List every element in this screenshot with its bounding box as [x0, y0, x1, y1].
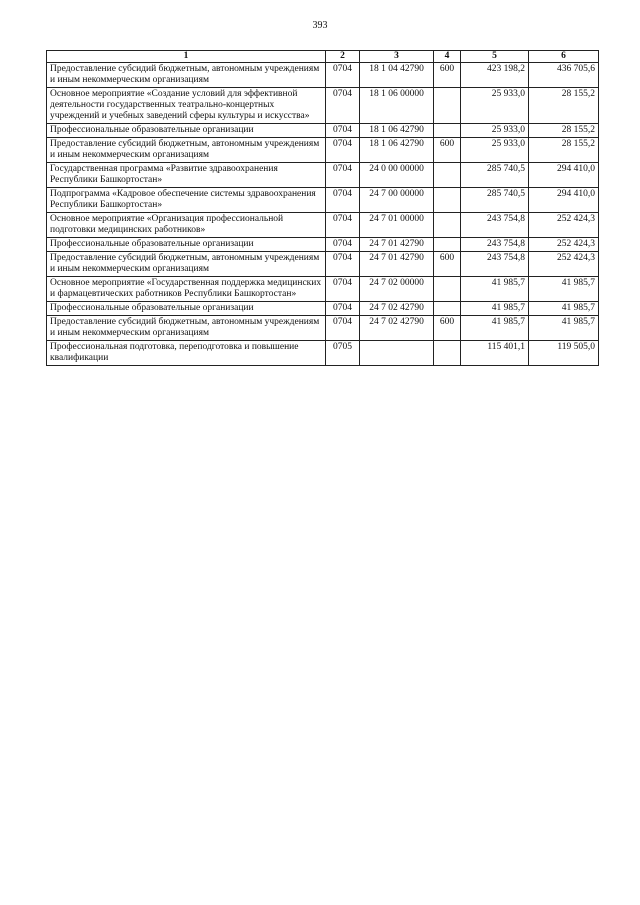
row-name-cell: Профессиональные образовательные организации — [47, 238, 326, 252]
row-sum2-cell: 119 505,0 — [529, 341, 599, 366]
row-sum1-cell: 285 740,5 — [461, 188, 529, 213]
table-row — [47, 252, 599, 277]
row-type-cell — [434, 238, 461, 252]
table-row — [47, 213, 599, 238]
row-section-cell: 0704 — [326, 316, 360, 341]
row-sum1-cell: 115 401,1 — [461, 341, 529, 366]
row-type-cell — [434, 88, 461, 124]
row-section-cell: 0704 — [326, 252, 360, 277]
row-type-cell: 600 — [434, 316, 461, 341]
row-type-cell — [434, 341, 461, 366]
table-row — [47, 88, 599, 124]
page-number: 393 — [312, 20, 328, 31]
row-target-cell: 24 7 00 00000 — [360, 188, 434, 213]
row-type-cell — [434, 124, 461, 138]
table-row — [47, 302, 599, 316]
row-sum2-cell: 294 410,0 — [529, 163, 599, 188]
column-header: 6 — [529, 51, 599, 63]
row-section-cell: 0705 — [326, 341, 360, 366]
table-row — [47, 63, 599, 88]
row-name-cell: Предоставление субсидий бюджетным, автономным учреждениям и иным некоммерческим организациям — [47, 252, 326, 277]
row-target-cell: 24 7 02 42790 — [360, 316, 434, 341]
row-target-cell: 24 7 02 00000 — [360, 277, 434, 302]
column-header: 1 — [47, 51, 326, 63]
table-row — [47, 316, 599, 341]
row-sum2-cell: 28 155,2 — [529, 88, 599, 124]
row-sum1-cell: 41 985,7 — [461, 302, 529, 316]
row-name-cell: Государственная программа «Развитие здравоохранения Республики Башкортостан» — [47, 163, 326, 188]
row-sum1-cell: 41 985,7 — [461, 316, 529, 341]
row-target-cell — [360, 341, 434, 366]
row-sum2-cell: 436 705,6 — [529, 63, 599, 88]
row-target-cell: 18 1 04 42790 — [360, 63, 434, 88]
row-sum2-cell: 252 424,3 — [529, 238, 599, 252]
column-header: 2 — [326, 51, 360, 63]
row-target-cell: 24 7 01 42790 — [360, 238, 434, 252]
row-sum2-cell: 252 424,3 — [529, 252, 599, 277]
table-row — [47, 277, 599, 302]
table-row — [47, 188, 599, 213]
row-name-cell: Предоставление субсидий бюджетным, автономным учреждениям и иным некоммерческим организациям — [47, 63, 326, 88]
row-name-cell: Основное мероприятие «Создание условий для эффективной деятельности государственных театрально-концертных учреждений и учебных заведений сферы культуры и искусства» — [47, 88, 326, 124]
table-row — [47, 341, 599, 366]
row-type-cell — [434, 213, 461, 238]
row-target-cell: 24 7 01 00000 — [360, 213, 434, 238]
row-sum2-cell: 294 410,0 — [529, 188, 599, 213]
row-sum1-cell: 243 754,8 — [461, 238, 529, 252]
table-row — [47, 124, 599, 138]
row-sum1-cell: 243 754,8 — [461, 213, 529, 238]
row-sum2-cell: 28 155,2 — [529, 124, 599, 138]
row-section-cell: 0704 — [326, 138, 360, 163]
header-row — [47, 51, 599, 63]
row-sum2-cell: 41 985,7 — [529, 277, 599, 302]
column-header: 3 — [360, 51, 434, 63]
row-name-cell: Предоставление субсидий бюджетным, автономным учреждениям и иным некоммерческим организациям — [47, 138, 326, 163]
row-target-cell: 18 1 06 42790 — [360, 138, 434, 163]
column-header: 4 — [434, 51, 461, 63]
row-sum1-cell: 25 933,0 — [461, 88, 529, 124]
row-sum1-cell: 25 933,0 — [461, 138, 529, 163]
row-target-cell: 24 0 00 00000 — [360, 163, 434, 188]
row-target-cell: 24 7 01 42790 — [360, 252, 434, 277]
row-sum1-cell: 423 198,2 — [461, 63, 529, 88]
row-sum1-cell: 41 985,7 — [461, 277, 529, 302]
row-sum2-cell: 41 985,7 — [529, 316, 599, 341]
row-section-cell: 0704 — [326, 238, 360, 252]
row-sum2-cell: 252 424,3 — [529, 213, 599, 238]
row-type-cell — [434, 163, 461, 188]
table-row — [47, 163, 599, 188]
row-type-cell: 600 — [434, 252, 461, 277]
table-body — [47, 63, 599, 366]
row-section-cell: 0704 — [326, 302, 360, 316]
row-name-cell: Профессиональные образовательные организации — [47, 124, 326, 138]
row-section-cell: 0704 — [326, 88, 360, 124]
row-name-cell: Профессиональные образовательные организации — [47, 302, 326, 316]
row-section-cell: 0704 — [326, 63, 360, 88]
row-section-cell: 0704 — [326, 124, 360, 138]
row-sum2-cell: 41 985,7 — [529, 302, 599, 316]
row-section-cell: 0704 — [326, 213, 360, 238]
row-target-cell: 18 1 06 42790 — [360, 124, 434, 138]
row-type-cell — [434, 277, 461, 302]
row-section-cell: 0704 — [326, 163, 360, 188]
row-section-cell: 0704 — [326, 277, 360, 302]
row-target-cell: 18 1 06 00000 — [360, 88, 434, 124]
table-row — [47, 238, 599, 252]
row-sum1-cell: 243 754,8 — [461, 252, 529, 277]
row-name-cell: Основное мероприятие «Организация профессиональной подготовки медицинских работников» — [47, 213, 326, 238]
row-sum2-cell: 28 155,2 — [529, 138, 599, 163]
column-header: 5 — [461, 51, 529, 63]
row-section-cell: 0704 — [326, 188, 360, 213]
row-sum1-cell: 285 740,5 — [461, 163, 529, 188]
row-target-cell: 24 7 02 42790 — [360, 302, 434, 316]
row-name-cell: Подпрограмма «Кадровое обеспечение системы здравоохранения Республики Башкортостан» — [47, 188, 326, 213]
row-name-cell: Предоставление субсидий бюджетным, автономным учреждениям и иным некоммерческим организациям — [47, 316, 326, 341]
row-name-cell: Профессиональная подготовка, переподготовка и повышение квалификации — [47, 341, 326, 366]
row-type-cell: 600 — [434, 63, 461, 88]
row-sum1-cell: 25 933,0 — [461, 124, 529, 138]
row-type-cell — [434, 302, 461, 316]
row-name-cell: Основное мероприятие «Государственная поддержка медицинских и фармацевтических работников Республики Башкортостан» — [47, 277, 326, 302]
budget-table — [46, 50, 599, 366]
row-type-cell — [434, 188, 461, 213]
row-type-cell: 600 — [434, 138, 461, 163]
table-row — [47, 138, 599, 163]
